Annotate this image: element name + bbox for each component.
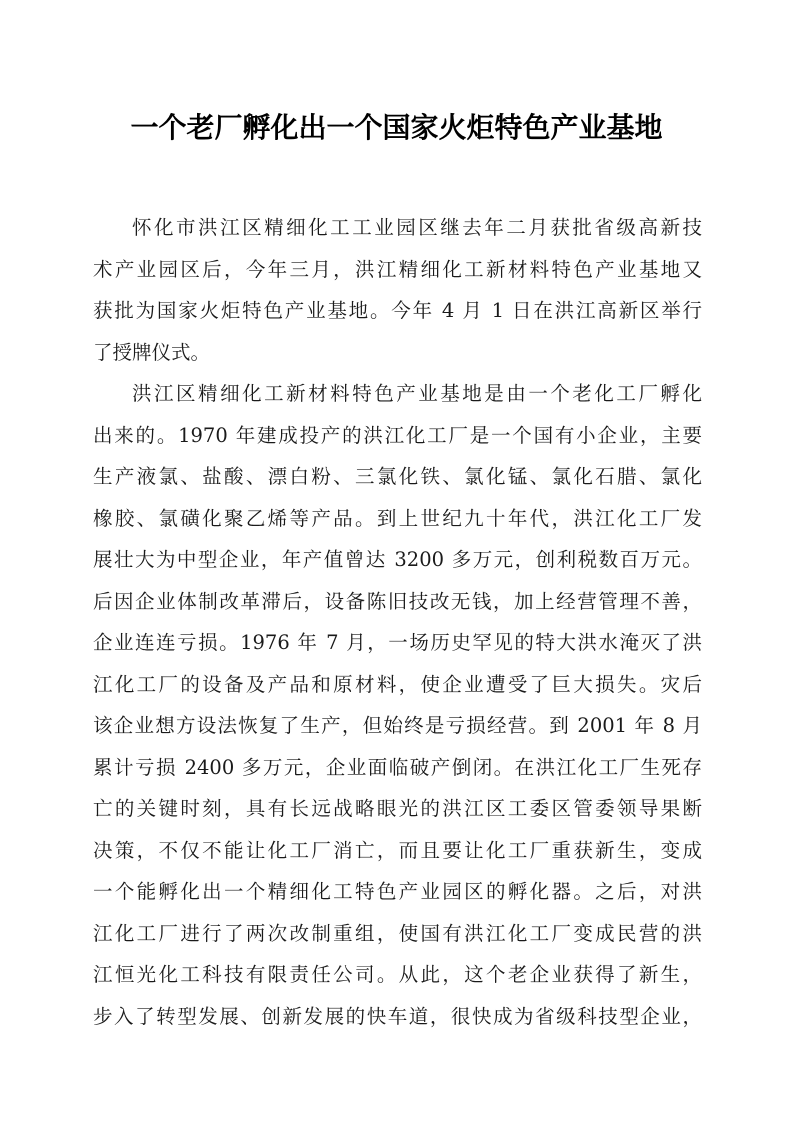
paragraph-line: 该企业想方设法恢复了生产，但始终是亏损经营。到 2001 年 8 月 xyxy=(93,714,702,737)
paragraph-line: 江化工厂的设备及产品和原材料，使企业遭受了巨大损失。灾后 xyxy=(93,672,702,696)
paragraph-line: 洪江区精细化工新材料特色产业基地是由一个老化工厂孵化 xyxy=(132,382,702,405)
paragraph-line: 企业连连亏损。1976 年 7 月，一场历史罕见的特大洪水淹灭了洪 xyxy=(93,631,702,654)
paragraph-line: 了授牌仪式。 xyxy=(93,340,211,364)
paragraph-line: 决策，不仅不能让化工厂消亡，而且要让化工厂重获新生，变成 xyxy=(93,838,702,862)
paragraph-line: 出来的。1970 年建成投产的洪江化工厂是一个国有小企业，主要 xyxy=(93,423,702,447)
paragraph-line: 术产业园区后，今年三月，洪江精细化工新材料特色产业基地又 xyxy=(93,257,702,281)
document-body xyxy=(93,207,702,1037)
paragraph-line: 步入了转型发展、创新发展的快车道，很快成为省级科技型企业， xyxy=(93,1004,702,1028)
paragraph-line: 一个能孵化出一个精细化工特色产业园区的孵化器。之后，对洪 xyxy=(93,880,702,903)
paragraph-2 xyxy=(93,373,702,1037)
paragraph-line: 后因企业体制改革滞后，设备陈旧技改无钱，加上经营管理不善， xyxy=(93,589,702,613)
paragraph-line: 江化工厂进行了两次改制重组，使国有洪江化工厂变成民营的洪 xyxy=(93,921,702,945)
paragraph-line: 获批为国家火炬特色产业基地。今年 4 月 1 日在洪江高新区举行 xyxy=(93,299,702,322)
paragraph-line: 生产液氯、盐酸、漂白粉、三氯化铁、氯化锰、氯化石腊、氯化 xyxy=(93,465,702,488)
paragraph-1 xyxy=(93,207,702,373)
paragraph-line: 展壮大为中型企业，年产值曾达 3200 多万元，创利税数百万元。 xyxy=(93,548,702,571)
paragraph-line: 累计亏损 2400 多万元，企业面临破产倒闭。在洪江化工厂生死存 xyxy=(93,755,702,779)
paragraph-line: 怀化市洪江区精细化工工业园区继去年二月获批省级高新技 xyxy=(132,216,702,239)
paragraph-line: 橡胶、氯磺化聚乙烯等产品。到上世纪九十年代，洪江化工厂发 xyxy=(93,506,702,530)
paragraph-line: 亡的关键时刻，具有长远战略眼光的洪江区工委区管委领导果断 xyxy=(93,797,702,820)
paragraph-line: 江恒光化工科技有限责任公司。从此，这个老企业获得了新生， xyxy=(93,963,702,986)
document-title: 一个老厂孵化出一个国家火炬特色产业基地 xyxy=(130,111,663,144)
